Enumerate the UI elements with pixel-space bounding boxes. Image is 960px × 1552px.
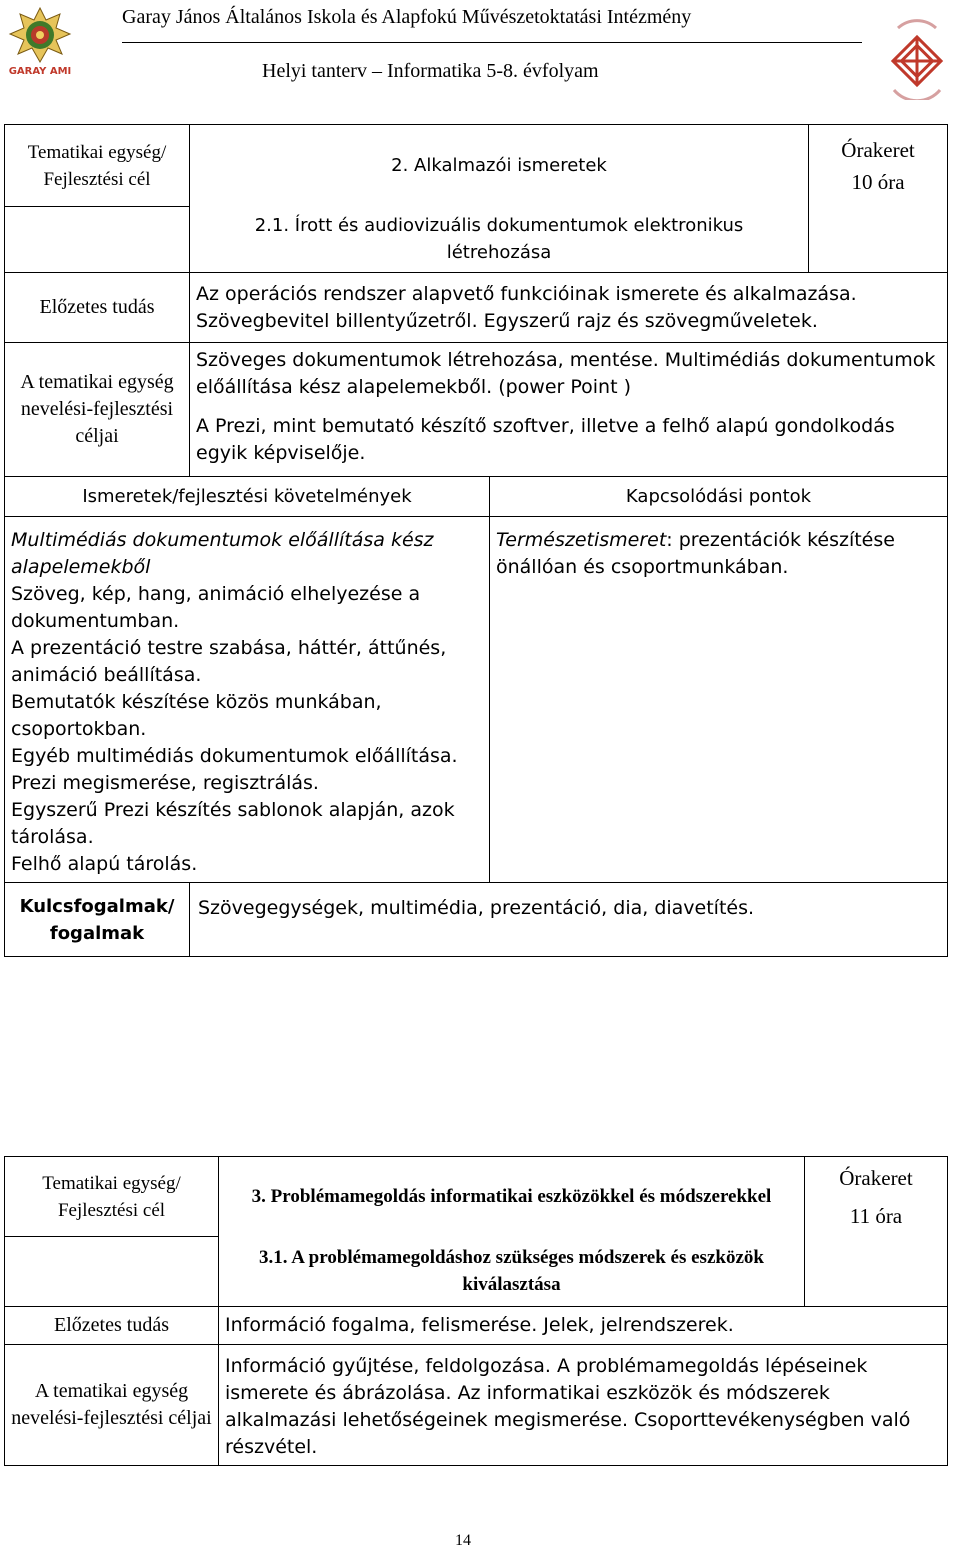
unit2-theme-title: 2. Alkalmazói ismeretek xyxy=(190,125,809,207)
unit3-table xyxy=(4,1156,948,1466)
unit2-goals-p2: A Prezi, mint bemutató készítő szoftver, illetve a felhő alapú gondolkodás egyik képviselője. xyxy=(196,415,895,464)
req-line: Felhő alapú tárolás. xyxy=(11,853,198,875)
unit2-subtheme: 2.1. Írott és audiovizuális dokumentumok elektronikus létrehozása xyxy=(190,207,809,273)
links-subject: Természetismeret xyxy=(496,529,667,551)
unit3-hours-value: 11 óra xyxy=(849,1203,903,1228)
req-line: Szöveg, kép, hang, animáció elhelyezése a dokumentumban. xyxy=(11,583,421,632)
unit2-prior-text: Az operációs rendszer alapvető funkcióinak ismerete és alkalmazása. Szövegbevitel billentyűzetről. Egyszerű rajz és szövegműveletek. xyxy=(190,273,948,343)
unit3-hours-label: Órakeret xyxy=(839,1165,913,1190)
unit3-theme-title: 3. Problémamegoldás informatikai eszközökkel és módszerekkel xyxy=(219,1157,805,1237)
unit2-goals-label: A tematikai egység nevelési-fejlesztési céljai xyxy=(5,343,190,477)
links-cell xyxy=(490,517,948,883)
req-line: Egyéb multimédiás dokumentumok előállítása. xyxy=(11,745,458,767)
unit2-concepts-text: Szövegegységek, multimédia, prezentáció, dia, diavetítés. xyxy=(190,883,948,957)
document-subtitle: Helyi tanterv – Informatika 5-8. évfolyam xyxy=(262,60,599,82)
logo-text: GARAY AMI xyxy=(8,66,72,77)
header-divider xyxy=(122,42,862,43)
links-header: Kapcsolódási pontok xyxy=(490,477,948,517)
req-line: Bemutatók készítése közös munkában, csoportokban. xyxy=(11,691,382,740)
unit2-hours-label: Órakeret xyxy=(841,137,915,162)
unit2-goals-p1: Szöveges dokumentumok létrehozása, mentése. Multimédiás dokumentumok előállítása kész alapelemekből. (power Point ) xyxy=(196,349,936,398)
unit2-prior-label: Előzetes tudás xyxy=(5,273,190,343)
unit2-theme-label: Tematikai egység/ Fejlesztési cél xyxy=(5,125,190,207)
unit3-subtheme: 3.1. A problémamegoldáshoz szükséges módszerek és eszközök kiválasztása xyxy=(219,1237,805,1307)
school-name: Garay János Általános Iskola és Alapfokú Művészetoktatási Intézmény xyxy=(122,6,692,28)
req-line: Prezi megismerése, regisztrálás. xyxy=(11,772,319,794)
req-cell xyxy=(5,517,490,883)
unit2-hours-box xyxy=(809,125,948,207)
unit2-hours-value: 10 óra xyxy=(851,169,905,194)
development-logo xyxy=(884,18,950,100)
req-line: Egyszerű Prezi készítés sablonok alapján, azok tárolása. xyxy=(11,799,455,848)
unit3-goals-label: A tematikai egység nevelési-fejlesztési céljai xyxy=(5,1345,219,1466)
req-line: A prezentáció testre szabása, háttér, áttűnés, animáció beállítása. xyxy=(11,637,447,686)
unit3-prior-text: Információ fogalma, felismerése. Jelek, jelrendszerek. xyxy=(219,1307,948,1345)
req-header: Ismeretek/fejlesztési követelmények xyxy=(5,477,490,517)
req-title: Multimédiás dokumentumok előállítása kész alapelemekből xyxy=(11,529,434,578)
unit2-table xyxy=(4,124,948,957)
unit3-hours-box xyxy=(805,1157,948,1237)
school-logo xyxy=(8,6,72,78)
unit2-concepts-label: Kulcsfogalmak/ fogalmak xyxy=(5,883,190,957)
unit3-theme-label: Tematikai egység/ Fejlesztési cél xyxy=(5,1157,219,1237)
unit3-goals-text: Információ gyűjtése, feldolgozása. A problémamegoldás lépéseinek ismerete és ábrázolása. Az informatikai eszközök és módszerek alkalmazási lehetőségeinek megismerése. Csoporttevékenységben való részvétel. xyxy=(219,1345,948,1466)
page-number: 14 xyxy=(455,1532,471,1549)
unit2-goals xyxy=(190,343,948,477)
unit3-prior-label: Előzetes tudás xyxy=(5,1307,219,1345)
links-text: : prezentációk készítése önállóan és csoportmunkában. xyxy=(496,529,895,578)
